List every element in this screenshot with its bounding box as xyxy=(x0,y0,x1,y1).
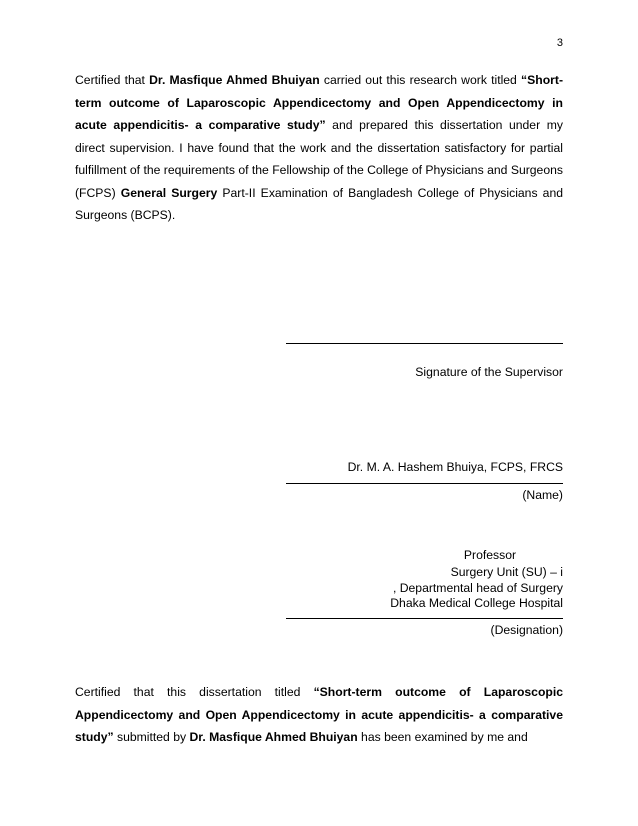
supervisor-name: Dr. M. A. Hashem Bhuiya, FCPS, FRCS xyxy=(347,460,563,474)
name-line xyxy=(286,483,563,484)
designation-unit: Surgery Unit (SU) – i xyxy=(450,565,563,579)
examination-paragraph xyxy=(75,681,563,749)
signature-label: Signature of the Supervisor xyxy=(415,365,563,379)
para2-text-2: submitted by xyxy=(113,730,190,744)
designation-label: (Designation) xyxy=(490,623,563,637)
certification-paragraph xyxy=(75,69,563,227)
specialty: General Surgery xyxy=(120,185,218,200)
designation-institution: Dhaka Medical College Hospital xyxy=(390,596,563,610)
designation-title: Professor xyxy=(463,548,517,562)
name-label: (Name) xyxy=(522,488,563,502)
para1-text-1: Certified that xyxy=(75,73,150,87)
signature-line xyxy=(286,343,563,344)
para1-text-3: and prepared this dissertation under my direct supervision. I have found that the work and the dissertation satisfactory for partial fulfillment of the requirements of the Fellowship of the College of Physicians and Surgeons (FCPS) xyxy=(75,118,563,200)
designation-line xyxy=(286,618,563,619)
candidate-name-2: Dr. Masfique Ahmed Bhuiyan xyxy=(189,730,358,744)
page-number: 3 xyxy=(556,37,563,49)
candidate-name: Dr. Masfique Ahmed Bhuiyan xyxy=(149,73,320,87)
para2-text-3: has been examined by me and xyxy=(357,730,528,744)
dissertation-title-2: “Short-term outcome of Laparoscopic Appendicectomy and Open Appendicectomy in acute appendicitis- a comparative study” xyxy=(75,685,563,744)
designation-role: , Departmental head of Surgery xyxy=(392,581,563,595)
para1-text-2: carried out this research work titled xyxy=(319,73,517,87)
para2-text-1: Certified that this dissertation titled xyxy=(75,685,314,699)
dissertation-title: “Short-term outcome of Laparoscopic Appendicectomy and Open Appendicectomy in acute appendicitis- a comparative study” xyxy=(75,73,564,132)
para1-text-4: Part-II Examination of Bangladesh College of Physicians and Surgeons (BCPS). xyxy=(75,185,563,222)
